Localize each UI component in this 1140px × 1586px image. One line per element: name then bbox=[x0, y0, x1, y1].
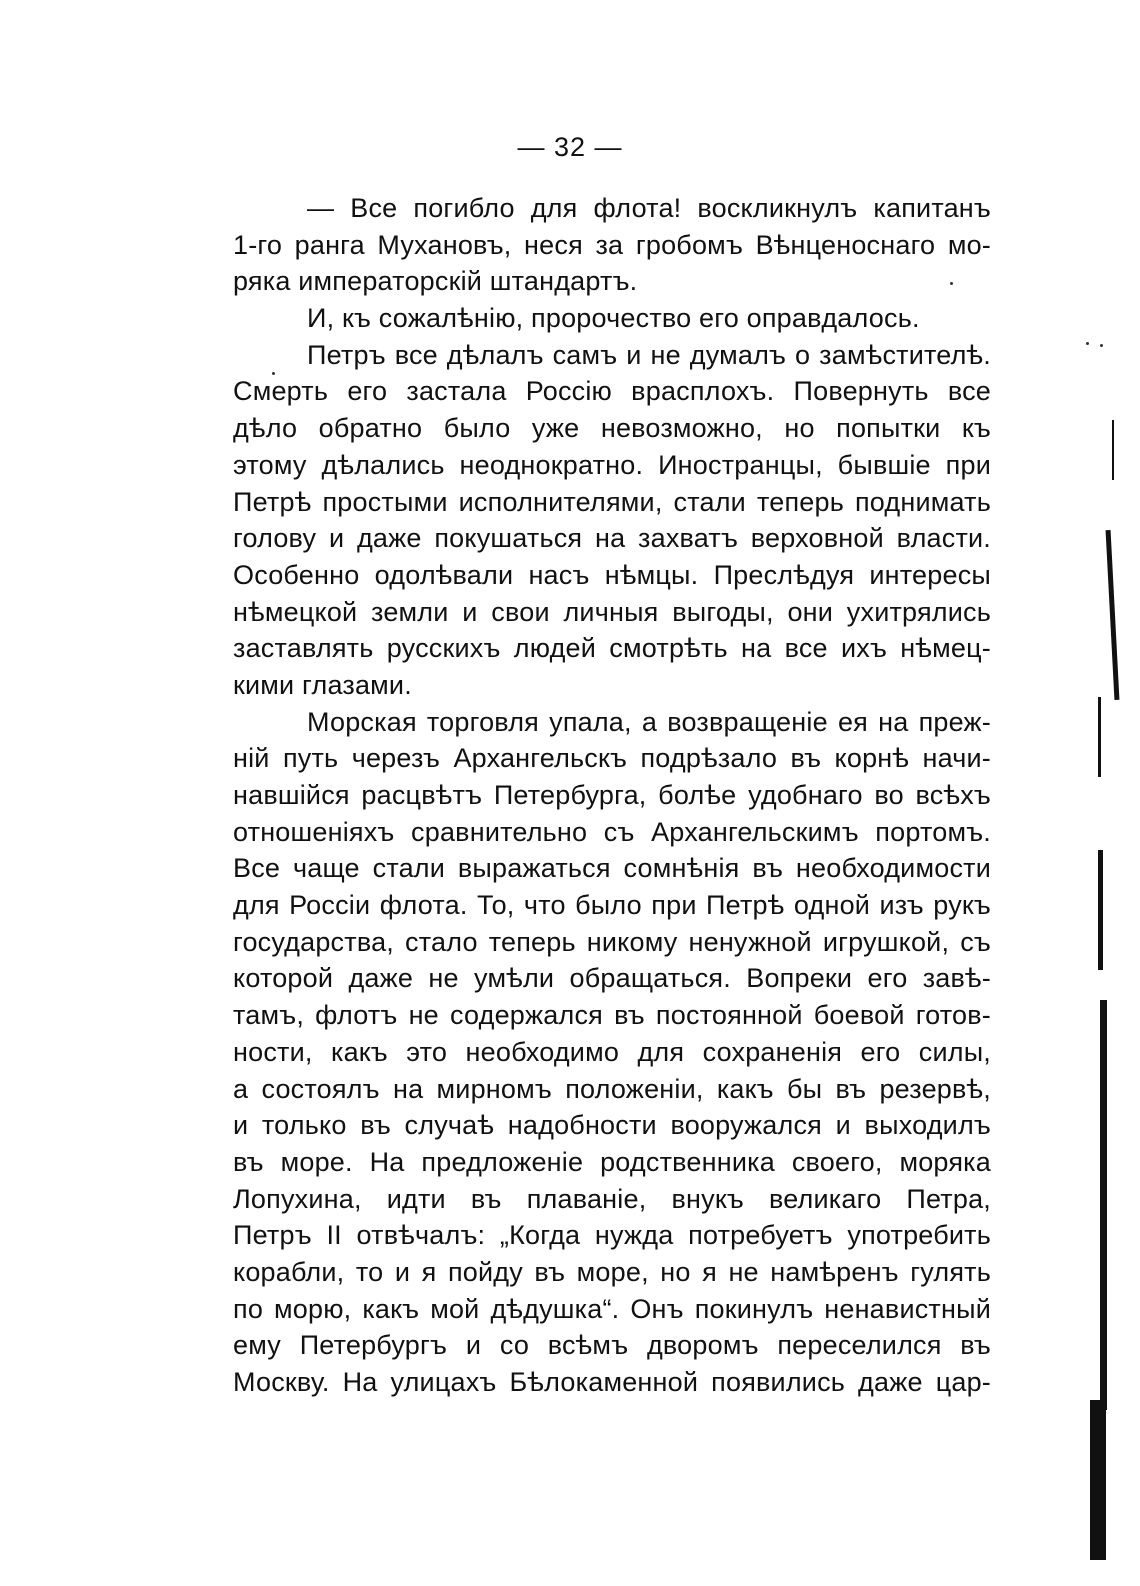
text-line: голову и даже покушаться на захватъ верховной власти. bbox=[233, 523, 991, 554]
text-line: Петрѣ простыми исполнителями, стали теперь поднимать bbox=[233, 486, 991, 517]
text-line: тамъ, флотъ не содержался въ постоянной боевой готов- bbox=[233, 1000, 991, 1031]
text-line: Москву. На улицахъ Бѣлокаменной появились даже цар- bbox=[233, 1367, 991, 1397]
text-line: Смерть его застала Россію врасплохъ. Повернуть все bbox=[233, 376, 991, 407]
text-line: заставлять русскихъ людей смотрѣть на все ихъ нѣмец- bbox=[233, 633, 991, 664]
scan-speck bbox=[1100, 344, 1103, 347]
text-line: этому дѣлались неоднократно. Иностранцы, бывшіе при bbox=[233, 449, 991, 480]
text-line: 1-го ранга Мухановъ, неся за гробомъ Вѣнценоснаго мо- bbox=[233, 229, 991, 260]
text-line: ему Петербургъ и со всѣмъ дворомъ переселился въ bbox=[233, 1330, 991, 1361]
text-line: дѣло обратно было уже невозможно, но попытки къ bbox=[233, 413, 991, 444]
text-line: ности, какъ это необходимо для сохраненія его силы, bbox=[233, 1036, 991, 1067]
text-line: Морская торговля упала, а возвращеніе ея на преж- bbox=[307, 706, 991, 737]
text-line: въ море. На предложеніе родственника своего, моряка bbox=[233, 1146, 991, 1177]
text-line: Все чаще стали выражаться сомнѣнія въ необходимости bbox=[233, 853, 991, 884]
scan-edge-mark bbox=[1098, 850, 1103, 970]
text-line: а состоялъ на мирномъ положеніи, какъ бы въ резервѣ, bbox=[233, 1073, 991, 1104]
text-line: кими глазами. bbox=[233, 669, 412, 700]
text-line: отношеніяхъ сравнительно съ Архангельскимъ портомъ. bbox=[233, 816, 991, 847]
text-line: Петръ все дѣлалъ самъ и не думалъ о замѣстителѣ. bbox=[307, 339, 991, 370]
text-line: государства, стало теперь никому ненужной игрушкой, съ bbox=[233, 926, 991, 957]
page-number: — 32 — bbox=[517, 132, 623, 162]
scan-speck bbox=[1086, 342, 1089, 345]
text-line: корабли, то и я пойду въ море, но я не намѣренъ гулять bbox=[233, 1256, 991, 1287]
text-line: по морю, какъ мой дѣдушка“. Онъ покинулъ ненавистный bbox=[233, 1293, 991, 1324]
text-line: которой даже не умѣли обращаться. Вопреки его завѣ- bbox=[233, 963, 991, 994]
text-line: — Все погибло для флота! воскликнулъ капитанъ bbox=[307, 193, 991, 223]
scan-edge-mark bbox=[1098, 697, 1101, 777]
scan-edge-mark bbox=[1090, 1400, 1106, 1560]
scan-speck bbox=[272, 372, 275, 375]
text-line: Лопухина, идти въ плаваніе, внукъ великаго Петра, bbox=[233, 1183, 991, 1214]
scan-edge-mark bbox=[1100, 1000, 1107, 1410]
scan-speck bbox=[950, 282, 953, 285]
text-line: И, къ сожалѣнію, пророчество его оправдалось. bbox=[307, 303, 920, 334]
text-line: нѣмецкой земли и свои личныя выгоды, они ухитрялись bbox=[233, 596, 991, 627]
text-line: ряка императорскій штандартъ. bbox=[233, 266, 638, 297]
scan-edge-mark bbox=[1106, 530, 1120, 700]
text-line: ній путь черезъ Архангельскъ подрѣзало въ корнѣ начи- bbox=[233, 743, 991, 774]
text-line: навшійся расцвѣтъ Петербурга, болѣе удобнаго во всѣхъ bbox=[233, 780, 991, 810]
scan-edge-mark bbox=[1112, 420, 1114, 480]
body-text bbox=[233, 190, 991, 1401]
text-line: для Россіи флота. То, что было при Петрѣ одной изъ рукъ bbox=[233, 890, 991, 921]
text-line: Петръ II отвѣчалъ: „Когда нужда потребуетъ употребить bbox=[233, 1220, 991, 1251]
text-line: Особенно одолѣвали насъ нѣмцы. Преслѣдуя интересы bbox=[233, 559, 991, 590]
text-line: и только въ случаѣ надобности вооружался и выходилъ bbox=[233, 1110, 991, 1141]
